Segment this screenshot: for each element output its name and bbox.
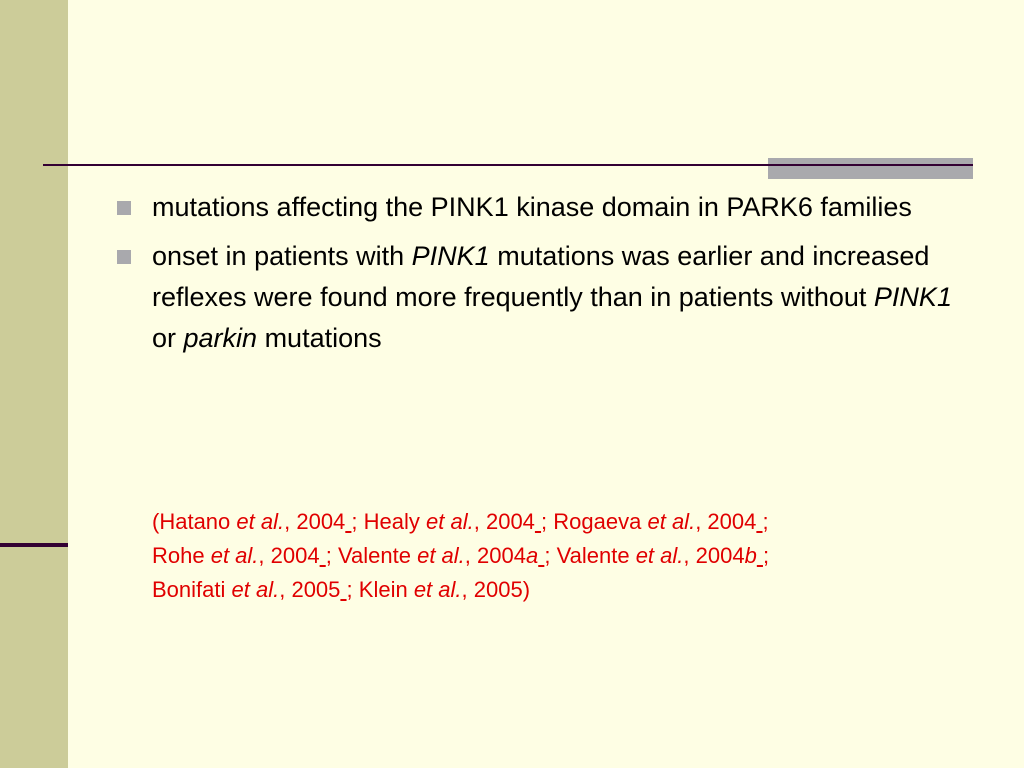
citation-year: 2004 (270, 543, 320, 568)
citations: (Hatano et al., 2004 ; Healy et al., 2004 ; Rogaeva et al., 2004 ; Rohe et al., 2004 ; Valente et al., 2004a ; Valente et al., 2004b ; Bonifati et al., 2005 ; Klein et al., 2005) (152, 509, 770, 602)
citation-etal: et al. (647, 509, 696, 534)
citation-year: 2005 (291, 577, 341, 602)
citation-open: ( (152, 509, 160, 534)
accent-bar (768, 158, 973, 179)
bullet-square-icon (117, 201, 131, 215)
citation-entry: Bonifati et al., 2005 (152, 577, 341, 602)
bullet-text: PINK1 (411, 241, 490, 271)
citation-entry: Rogaeva et al., 2004 (553, 509, 757, 534)
citation-etal: et al. (635, 543, 684, 568)
citation-etal: et al. (417, 543, 465, 568)
bullet-text: mutations affecting the PINK1 kinase domain in PARK6 families (152, 192, 912, 222)
bullet-text: mutations was earlier and increased reflexes were found more frequently than in patients without (152, 241, 930, 312)
citation-author: Rogaeva (553, 509, 642, 534)
citation-etal: et al. (210, 543, 259, 568)
citation-entry: Rohe et al., 2004 (152, 543, 320, 568)
citation-year: 2004 (707, 509, 757, 534)
bullet-square-icon (117, 250, 131, 264)
bullet-list (152, 187, 972, 367)
citation-entry: Healy et al., 2004 (363, 509, 535, 534)
bullet-text: mutations (257, 323, 382, 353)
citation-entry: Valente et al., 2004b (556, 543, 757, 568)
citation-author: Valente (337, 543, 411, 568)
citation-year: 2004 (695, 543, 745, 568)
citation-etal: et al. (236, 509, 285, 534)
citation-etal: et al. (231, 577, 280, 602)
bullet-text: onset in patients with (152, 241, 412, 271)
bullet-text: parkin (183, 323, 258, 353)
citation-etal: et al. (426, 509, 474, 534)
citation-etal: et al. (413, 577, 462, 602)
bullet-item (152, 187, 972, 228)
citation-year: 2005 (473, 577, 523, 602)
citation-author: Rohe (152, 543, 205, 568)
citation-entry: Hatano et al., 2004 (159, 509, 346, 534)
bullet-item (152, 236, 972, 359)
citation-author: Klein (358, 577, 408, 602)
citation-suffix: a (525, 543, 539, 568)
citation-author: Hatano (159, 509, 231, 534)
sidebar-rule (0, 543, 68, 547)
bullet-text: or (152, 323, 184, 353)
citation-entry: Valente et al., 2004a (337, 543, 539, 568)
citation-suffix: b (744, 543, 757, 568)
citation-year: 2004 (296, 509, 346, 534)
citation-close: ) (522, 577, 531, 602)
citation-year: 2004 (485, 509, 535, 534)
slide-sidebar (0, 0, 68, 768)
bullet-text: PINK1 (873, 282, 952, 312)
citation-author: Healy (363, 509, 420, 534)
citation-author: Valente (556, 543, 630, 568)
citation-year: 2004 (477, 543, 526, 568)
citation-author: Bonifati (152, 577, 226, 602)
citation-entry: Klein et al., 2005 (358, 577, 523, 602)
